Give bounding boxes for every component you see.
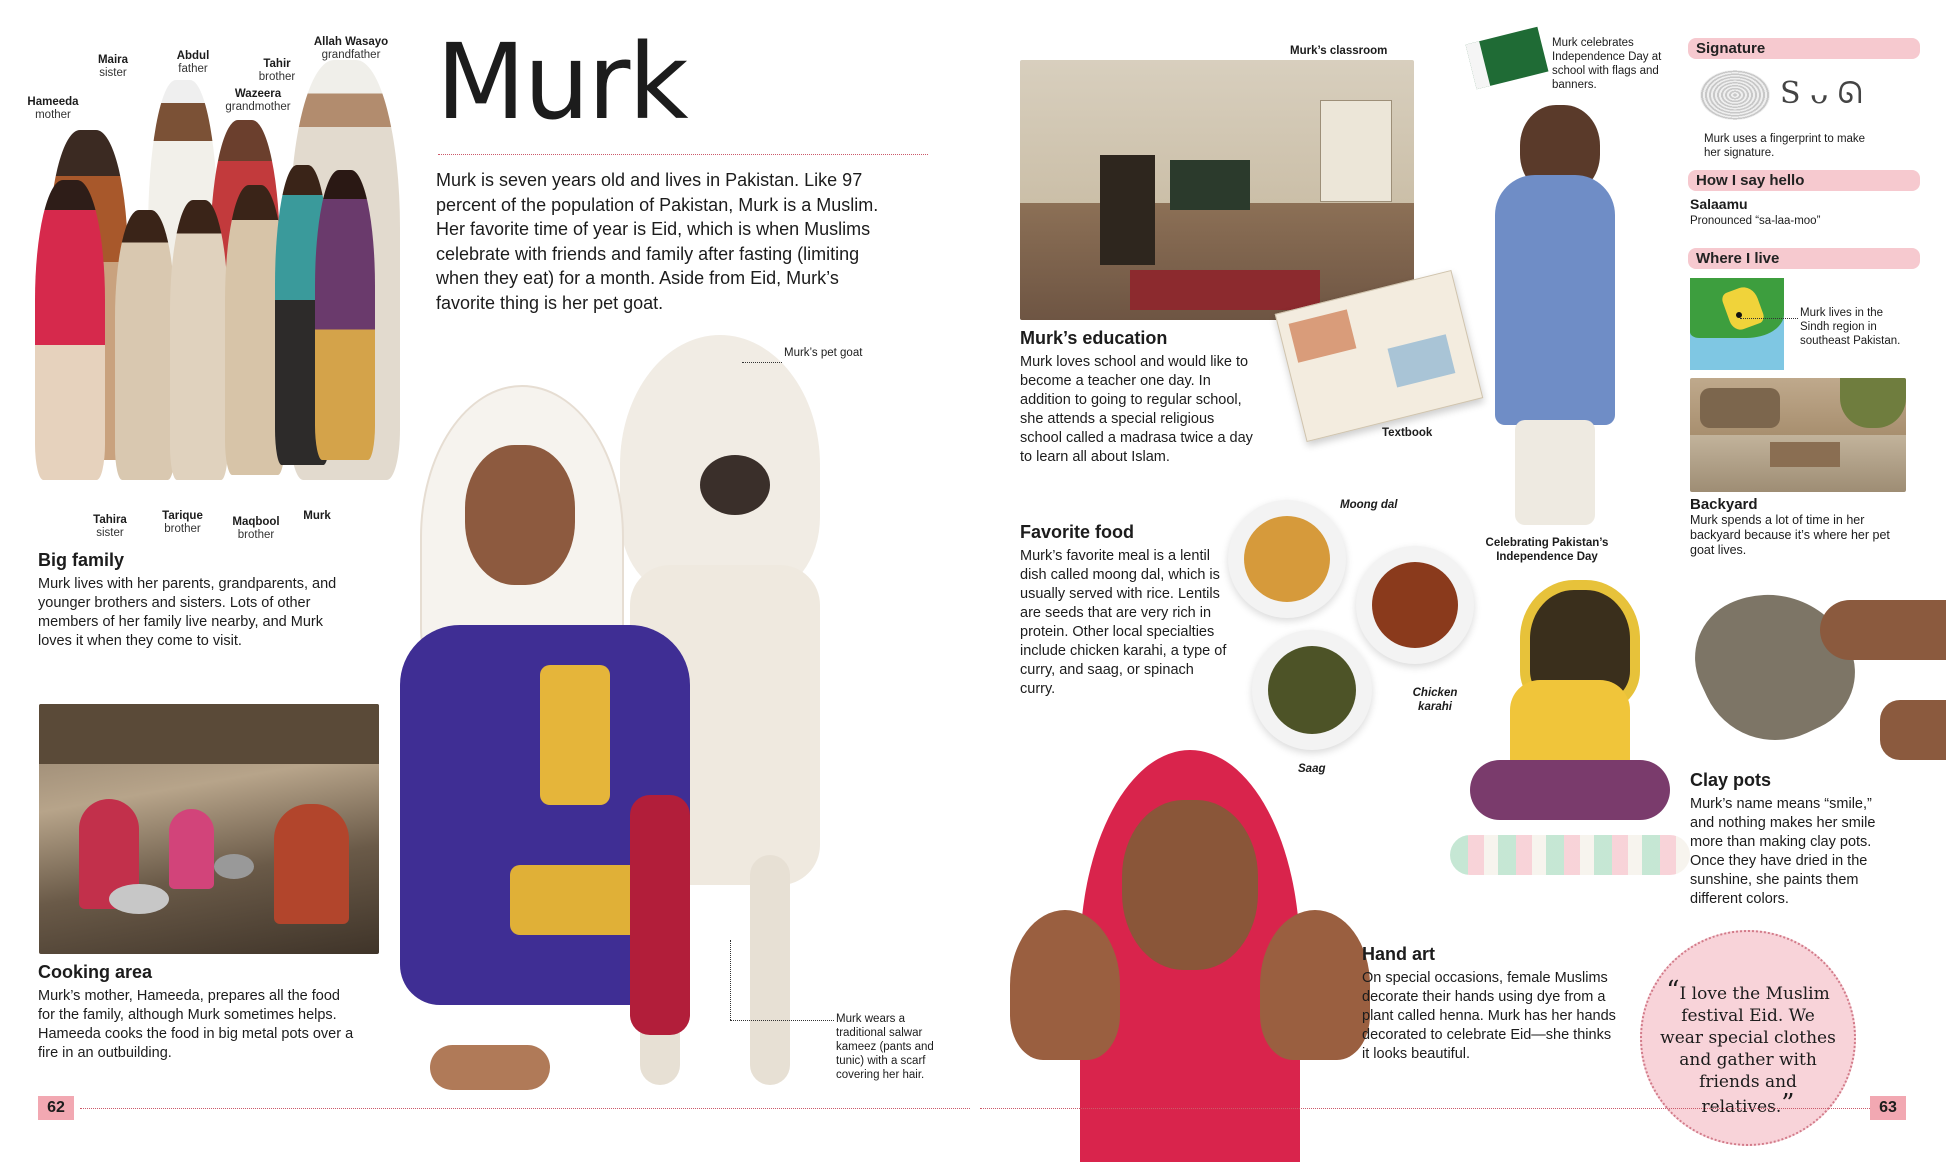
signature-header: Signature: [1688, 38, 1920, 59]
label-murk: Murk: [303, 510, 331, 522]
label-tahira: Tahira sister: [93, 514, 127, 539]
page-number-right: 63: [1870, 1096, 1906, 1120]
page-number-left: 62: [38, 1096, 74, 1120]
cooking-area-photo: [39, 704, 379, 954]
label-allah-wasayo: Allah Wasayo grandfather: [313, 36, 389, 61]
backyard-section: [1690, 496, 1890, 558]
cooking-text: Murk’s mother, Hameeda, prepares all the food for the family, although Murk sometimes helps. Hameeda cooks the food in big metal pots over a fire in an outbuilding.: [38, 988, 354, 1061]
signature-caption: Murk uses a fingerprint to make her signature.: [1704, 133, 1866, 159]
where-caption: Murk lives in the Sindh region in southeast Pakistan.: [1800, 307, 1901, 347]
moong-dal-bowl: [1228, 500, 1346, 618]
label-abdul: Abdul father: [176, 50, 210, 75]
title-divider: [438, 154, 928, 155]
education-heading: Murk’s education: [1020, 328, 1168, 348]
clay-pots-text: Murk’s name means “smile,” and nothing makes her smile more than making clay pots. Once they have dried in the sunshine, she paints them different colors.: [1690, 796, 1876, 907]
signature-scribble-icon: S ᴗ ᘏ: [1780, 76, 1863, 111]
independence-day-photo: [1470, 35, 1630, 535]
clay-hands-photo: [1680, 580, 1946, 770]
chicken-karahi-bowl: [1356, 546, 1474, 664]
education-section: [1020, 328, 1260, 467]
hello-header: How I say hello: [1688, 170, 1920, 191]
quote-text: “I love the Muslim festival Eid. We wear special clothes and gather with friends and relatives.”: [1660, 976, 1836, 1119]
goat-caption: Murk’s pet goat: [784, 347, 863, 359]
clay-pots-girl-photo: [1470, 580, 1670, 880]
salwar-pointer: [730, 940, 731, 1020]
classroom-photo: [1020, 60, 1414, 320]
label-wazeera: Wazeera grandmother: [225, 88, 291, 113]
label-maqbool: Maqbool brother: [232, 516, 280, 541]
fingerprint-icon: [1700, 70, 1770, 120]
backyard-photo: [1690, 378, 1906, 492]
backyard-heading: Backyard: [1690, 496, 1758, 513]
hello-word: Salaamu: [1690, 196, 1748, 212]
where-header: Where I live: [1688, 248, 1920, 269]
cooking-heading: Cooking area: [38, 962, 153, 982]
label-hameeda: Hameeda mother: [27, 96, 79, 121]
chicken-karahi-label: Chicken karahi: [1412, 687, 1458, 713]
food-heading: Favorite food: [1020, 522, 1135, 542]
footer-rule-left: [80, 1108, 970, 1109]
quote-bubble: [1640, 930, 1856, 1146]
big-family-heading: Big family: [38, 550, 125, 570]
hand-art-section: [1362, 944, 1622, 1064]
henna-girl-photo: [1010, 750, 1370, 1162]
pakistan-map: [1690, 278, 1784, 370]
clay-pots-section: [1690, 770, 1890, 909]
salwar-caption: Murk wears a traditional salwar kameez (pants and tunic) with a scarf covering her hair.: [836, 1013, 934, 1081]
textbook-caption: Textbook: [1382, 427, 1433, 439]
education-text: Murk loves school and would like to become a teacher one day. In addition to going to regular school, she attends a special religious school called a madrasa twice a day to learn all about Islam.: [1020, 354, 1253, 465]
hand-art-text: On special occasions, female Muslims decorate their hands using dye from a plant called henna. Murk has her hands decorated to celebrate Eid—she thinks it looks beautiful.: [1362, 970, 1616, 1062]
food-text: Murk’s favorite meal is a lentil dish called moong dal, which is usually served with rice. Lentils are seeds that are very rich in protein. Other local specialties include chicken karahi, a type of curry, and saag, or spinach curry.: [1020, 548, 1227, 697]
label-tarique: Tarique brother: [162, 510, 203, 535]
independence-caption: Murk celebrates Independence Day at school with flags and banners.: [1552, 37, 1662, 91]
big-family-section: [38, 550, 338, 651]
page-title: Murk: [436, 21, 687, 143]
cooking-section: [38, 962, 358, 1063]
celebrating-caption: Celebrating Pakistan’s Independence Day: [1485, 537, 1609, 563]
label-tahir: Tahir brother: [258, 58, 296, 83]
hello-pronunciation: Pronounced “sa-laa-moo”: [1690, 215, 1821, 227]
goat-pointer: [742, 362, 782, 363]
big-family-text: Murk lives with her parents, grandparents, and younger brothers and sisters. Lots of other members of her family live nearby, and Murk loves it when they come to visit.: [38, 576, 337, 649]
hand-art-heading: Hand art: [1362, 944, 1436, 964]
moong-dal-label: Moong dal: [1340, 499, 1398, 511]
family-photo: [30, 60, 420, 510]
backyard-text: Murk spends a lot of time in her backyard because it’s where her pet goat lives.: [1690, 513, 1890, 557]
saag-label: Saag: [1298, 763, 1326, 775]
intro-text: Murk is seven years old and lives in Pakistan. Like 97 percent of the population of Pakistan, Murk is a Muslim. Her favorite time of year is Eid, which is when Muslims celebrate with friends and family after fasting (limiting when they eat) for a month. Aside from Eid, Murk’s favorite thing is her pet goat.: [436, 170, 879, 313]
label-maira: Maira sister: [97, 54, 129, 79]
classroom-caption: Murk’s classroom: [1290, 45, 1388, 57]
food-section: [1020, 522, 1230, 699]
saag-bowl: [1252, 630, 1372, 750]
footer-rule-right: [980, 1108, 1870, 1109]
murk-girl-photo: [380, 385, 740, 1105]
clay-pots-heading: Clay pots: [1690, 770, 1772, 790]
